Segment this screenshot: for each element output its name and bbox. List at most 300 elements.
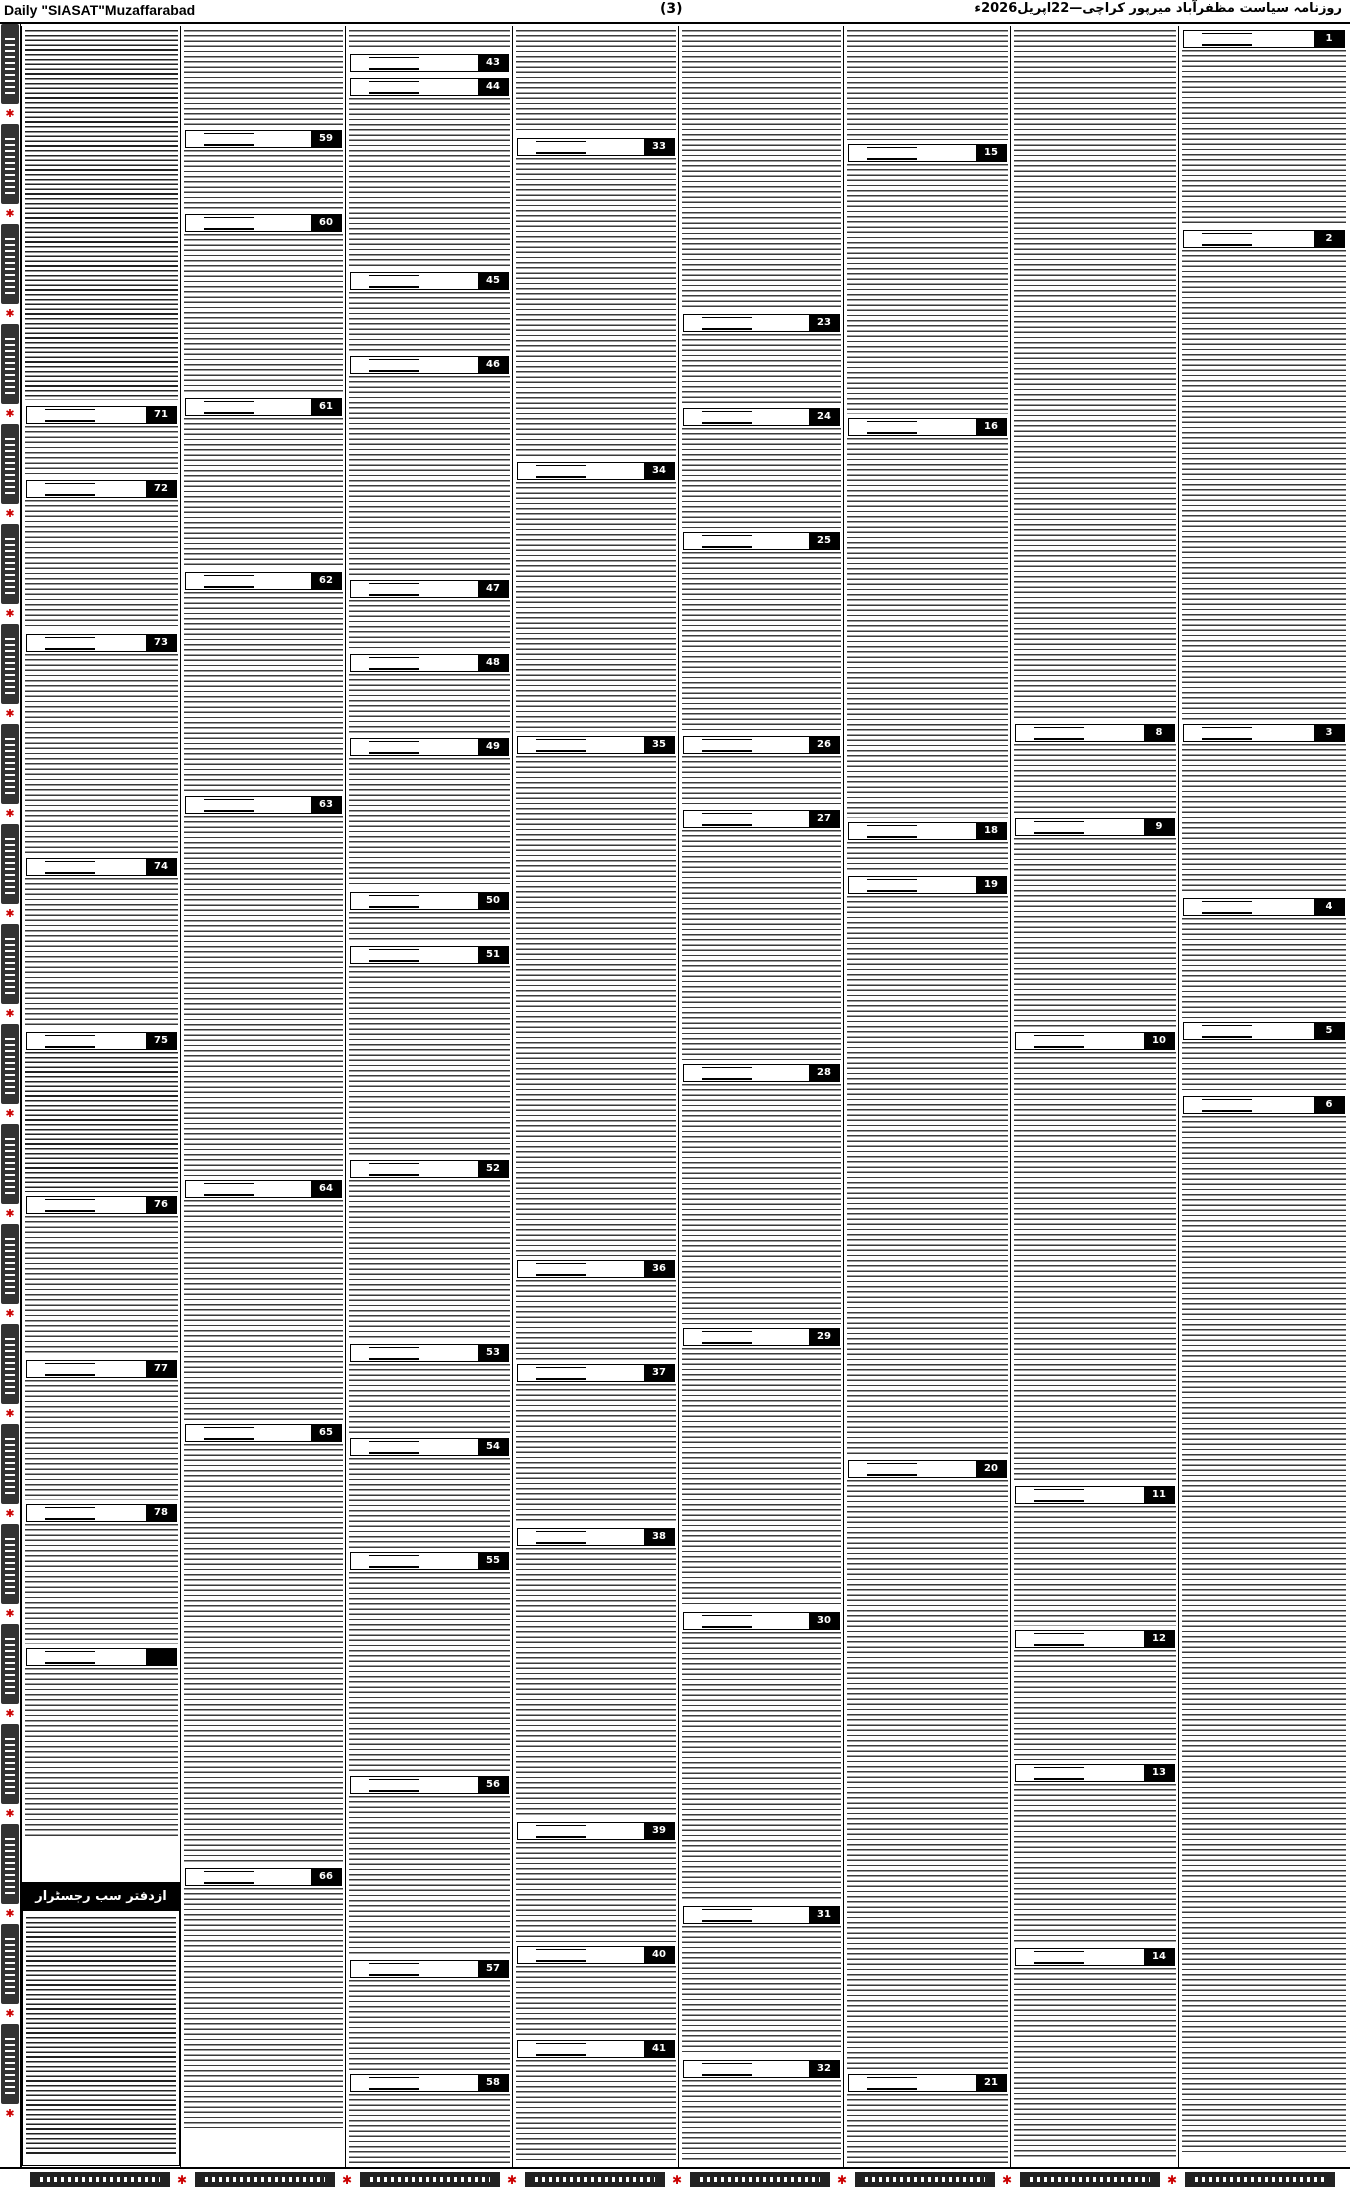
notice-body <box>1182 50 1346 226</box>
notice-number: 55 <box>478 1553 508 1569</box>
siasat-logo <box>45 483 95 496</box>
notice-header <box>683 1064 840 1082</box>
siasat-logo <box>1202 1099 1252 1112</box>
siasat-logo <box>369 1963 419 1976</box>
notice-body <box>349 1796 510 1956</box>
notice-body <box>1182 1042 1346 1092</box>
notice-body <box>349 966 510 1156</box>
notice-header <box>350 580 509 598</box>
notice-header <box>1183 898 1345 916</box>
notice-header <box>683 408 840 426</box>
notice-body <box>1182 1116 1346 2156</box>
notice-body <box>349 30 510 50</box>
notice-number: 18 <box>976 823 1006 839</box>
siasat-logo <box>369 1347 419 1360</box>
notice-number: 39 <box>644 1823 674 1839</box>
notice-header <box>1015 1032 1175 1050</box>
notice-header <box>350 738 509 756</box>
star-icon: ✱ <box>5 1107 15 1120</box>
siasat-logo <box>45 861 95 874</box>
notice-header <box>350 356 509 374</box>
notice-number: 24 <box>809 409 839 425</box>
notice-header <box>185 1868 342 1886</box>
notice-body <box>682 1632 841 1902</box>
notice-body <box>349 2094 510 2164</box>
notice-number: 25 <box>809 533 839 549</box>
notice-body <box>516 30 676 134</box>
siasat-logo <box>369 741 419 754</box>
notice-number: 31 <box>809 1907 839 1923</box>
notice-header <box>848 1460 1007 1478</box>
notice-body <box>682 2080 841 2160</box>
siasat-logo <box>536 141 586 154</box>
notice-number: 43 <box>478 55 508 71</box>
notice-number: 2 <box>1314 231 1344 247</box>
notice-number: 3 <box>1314 725 1344 741</box>
notice-number: 49 <box>478 739 508 755</box>
notice-header <box>683 532 840 550</box>
notice-body <box>1182 918 1346 1018</box>
siasat-logo <box>867 825 917 838</box>
siasat-logo <box>369 1555 419 1568</box>
star-icon: ✱ <box>5 607 15 620</box>
star-icon: ✱ <box>5 307 15 320</box>
notice-body <box>349 1458 510 1548</box>
footer-ornament <box>195 2172 335 2187</box>
notice-body <box>25 500 178 630</box>
siasat-logo <box>45 409 95 422</box>
notice-header <box>1183 30 1345 48</box>
notice-body <box>184 1444 343 1864</box>
notice-body <box>516 1280 676 1360</box>
notice-body <box>682 428 841 528</box>
siasat-logo <box>1202 901 1252 914</box>
siasat-logo <box>369 949 419 962</box>
star-icon: ✱ <box>5 907 15 920</box>
notice-number: 56 <box>478 1777 508 1793</box>
siasat-logo <box>536 1263 586 1276</box>
notice-number: 54 <box>478 1439 508 1455</box>
notice-header <box>848 418 1007 436</box>
notice-header <box>350 654 509 672</box>
notice-header <box>26 1648 177 1666</box>
star-icon: ✱ <box>5 1207 15 1220</box>
notice-body <box>1014 838 1176 1028</box>
siasat-logo <box>45 1035 95 1048</box>
star-icon: ✱ <box>5 1807 15 1820</box>
notice-number: 15 <box>976 145 1006 161</box>
notice-header <box>350 1776 509 1794</box>
strip-ornament <box>1 2024 19 2104</box>
notice-number: 52 <box>478 1161 508 1177</box>
notice-body <box>847 2094 1008 2164</box>
column-3 <box>345 26 513 2167</box>
notice-number: 45 <box>478 273 508 289</box>
star-icon: ✱ <box>5 1407 15 1420</box>
notice-header <box>683 1906 840 1924</box>
notice-number: 11 <box>1144 1487 1174 1503</box>
notice-number: 32 <box>809 2061 839 2077</box>
notice-body <box>682 756 841 806</box>
notice-header <box>1015 724 1175 742</box>
notice-number: 51 <box>478 947 508 963</box>
left-decorative-strip <box>0 24 21 2172</box>
notice-body <box>682 830 841 1060</box>
notice-body <box>847 438 1008 818</box>
footer-ornament <box>690 2172 830 2187</box>
siasat-logo <box>45 1651 95 1664</box>
notice-number: 50 <box>478 893 508 909</box>
notice-header <box>26 1196 177 1214</box>
notice-body <box>349 912 510 942</box>
notice-number: 16 <box>976 419 1006 435</box>
siasat-logo <box>536 1367 586 1380</box>
notice-number: 38 <box>644 1529 674 1545</box>
siasat-logo <box>702 1615 752 1628</box>
notice-header <box>1015 1948 1175 1966</box>
siasat-logo <box>702 1067 752 1080</box>
notice-body <box>25 30 178 400</box>
notice-header <box>683 2060 840 2078</box>
notice-header <box>517 1946 675 1964</box>
star-icon: ✱ <box>5 1907 15 1920</box>
siasat-logo <box>204 217 254 230</box>
notice-number: 59 <box>311 131 341 147</box>
notice-body <box>682 1084 841 1324</box>
star-icon: ✱ <box>1001 2173 1013 2187</box>
star-icon: ✱ <box>5 2007 15 2020</box>
notice-header <box>26 480 177 498</box>
notice-header <box>350 2074 509 2092</box>
notice-body <box>847 30 1008 140</box>
notice-body <box>516 2060 676 2160</box>
siasat-logo <box>1202 1025 1252 1038</box>
office-notice-title: ازدفتر سب رجسٹرار <box>23 1883 179 1911</box>
siasat-logo <box>536 2043 586 2056</box>
notice-header <box>26 1032 177 1050</box>
siasat-logo <box>1034 727 1084 740</box>
star-icon: ✱ <box>5 1507 15 1520</box>
notice-body <box>682 1348 841 1608</box>
notice-header <box>517 1822 675 1840</box>
strip-ornament <box>1 1924 19 2004</box>
notice-number <box>146 1649 176 1665</box>
notice-body <box>516 1548 676 1818</box>
star-icon: ✱ <box>5 2107 15 2120</box>
strip-ornament <box>1 624 19 704</box>
strip-ornament <box>1 724 19 804</box>
siasat-logo <box>204 1871 254 1884</box>
notice-number: 1 <box>1314 31 1344 47</box>
notice-body <box>1014 30 1176 720</box>
notice-body <box>516 1966 676 2036</box>
notice-body <box>25 654 178 854</box>
siasat-logo <box>1202 727 1252 740</box>
strip-ornament <box>1 1224 19 1304</box>
star-icon: ✱ <box>5 207 15 220</box>
strip-ornament <box>1 224 19 304</box>
notice-body <box>349 1980 510 2070</box>
notice-body <box>516 482 676 732</box>
notice-body <box>184 234 343 394</box>
star-icon: ✱ <box>836 2173 848 2187</box>
notice-number: 66 <box>311 1869 341 1885</box>
masthead-english-title: Daily "SIASAT"Muzaffarabad <box>4 2 196 18</box>
siasat-logo <box>536 465 586 478</box>
notice-number: 61 <box>311 399 341 415</box>
star-icon: ✱ <box>671 2173 683 2187</box>
notice-header <box>1183 724 1345 742</box>
notice-body <box>1014 744 1176 814</box>
notice-number: 44 <box>478 79 508 95</box>
office-notice-body <box>26 1917 176 2157</box>
strip-ornament <box>1 1824 19 1904</box>
notice-number: 26 <box>809 737 839 753</box>
notice-body <box>25 426 178 476</box>
notice-number: 12 <box>1144 1631 1174 1647</box>
notice-header <box>683 1328 840 1346</box>
footer-ornament <box>855 2172 995 2187</box>
strip-ornament <box>1 1324 19 1404</box>
notice-number: 20 <box>976 1461 1006 1477</box>
notice-number: 53 <box>478 1345 508 1361</box>
siasat-logo <box>702 535 752 548</box>
notice-number: 4 <box>1314 899 1344 915</box>
siasat-logo <box>369 657 419 670</box>
notice-number: 5 <box>1314 1023 1344 1039</box>
notice-body <box>25 1052 178 1192</box>
footer-ornament <box>525 2172 665 2187</box>
notice-number: 60 <box>311 215 341 231</box>
star-icon: ✱ <box>341 2173 353 2187</box>
notice-number: 41 <box>644 2041 674 2057</box>
notice-header <box>185 572 342 590</box>
siasat-logo <box>867 421 917 434</box>
column-7 <box>1010 26 1179 2167</box>
strip-ornament <box>1 24 19 104</box>
notice-number: 57 <box>478 1961 508 1977</box>
siasat-logo <box>369 2077 419 2090</box>
notice-body <box>847 896 1008 1456</box>
notice-header <box>848 876 1007 894</box>
notice-body <box>349 98 510 268</box>
notice-body <box>25 1216 178 1356</box>
strip-ornament <box>1 1024 19 1104</box>
strip-ornament <box>1 924 19 1004</box>
footer-ornament <box>360 2172 500 2187</box>
notice-body <box>25 1380 178 1500</box>
notice-header <box>848 822 1007 840</box>
notice-body <box>184 1200 343 1420</box>
notice-body <box>1014 1784 1176 1944</box>
siasat-logo <box>369 583 419 596</box>
notice-number: 8 <box>1144 725 1174 741</box>
column-6 <box>843 26 1011 2167</box>
notice-body <box>349 600 510 650</box>
notice-header <box>1183 1096 1345 1114</box>
siasat-logo <box>702 411 752 424</box>
notice-header <box>350 1438 509 1456</box>
strip-ornament <box>1 1524 19 1604</box>
notice-body <box>516 1384 676 1524</box>
siasat-logo <box>204 575 254 588</box>
strip-ornament <box>1 524 19 604</box>
notice-header <box>26 1504 177 1522</box>
notice-header <box>350 54 509 72</box>
siasat-logo <box>204 1183 254 1196</box>
notice-number: 47 <box>478 581 508 597</box>
notice-body <box>184 150 343 210</box>
siasat-logo <box>702 2063 752 2076</box>
star-icon: ✱ <box>1166 2173 1178 2187</box>
notice-header <box>517 2040 675 2058</box>
notice-header <box>26 858 177 876</box>
notice-number: 76 <box>146 1197 176 1213</box>
notice-number: 13 <box>1144 1765 1174 1781</box>
notice-body <box>1014 1052 1176 1482</box>
notice-body <box>25 878 178 1028</box>
notice-body <box>349 1572 510 1772</box>
column-2 <box>180 26 346 2167</box>
notice-number: 75 <box>146 1033 176 1049</box>
siasat-logo <box>45 1199 95 1212</box>
notice-number: 37 <box>644 1365 674 1381</box>
notice-number: 78 <box>146 1505 176 1521</box>
star-icon: ✱ <box>5 407 15 420</box>
notice-number: 9 <box>1144 819 1174 835</box>
notice-body <box>847 842 1008 872</box>
siasat-logo <box>536 1531 586 1544</box>
notice-header <box>350 1160 509 1178</box>
siasat-logo <box>702 1909 752 1922</box>
notice-body <box>1182 250 1346 720</box>
siasat-logo <box>369 57 419 70</box>
notice-header <box>1015 818 1175 836</box>
notice-header <box>350 78 509 96</box>
notice-header <box>350 1960 509 1978</box>
siasat-logo <box>1202 33 1252 46</box>
star-icon: ✱ <box>5 1007 15 1020</box>
notice-number: 48 <box>478 655 508 671</box>
notice-body <box>1014 1506 1176 1626</box>
siasat-logo <box>369 1779 419 1792</box>
notice-header <box>1183 1022 1345 1040</box>
notice-header <box>185 398 342 416</box>
notice-header <box>517 1528 675 1546</box>
notice-body <box>184 816 343 1176</box>
notice-body <box>349 376 510 576</box>
siasat-logo <box>867 1463 917 1476</box>
siasat-logo <box>702 1331 752 1344</box>
siasat-logo <box>369 1163 419 1176</box>
notice-body <box>1014 1968 1176 2158</box>
strip-ornament <box>1 1624 19 1704</box>
notice-body <box>516 158 676 458</box>
column-1 <box>21 26 181 2167</box>
star-icon: ✱ <box>176 2173 188 2187</box>
notice-header <box>185 1180 342 1198</box>
siasat-logo <box>369 275 419 288</box>
star-icon: ✱ <box>506 2173 518 2187</box>
notice-header <box>1015 1630 1175 1648</box>
notice-header <box>683 314 840 332</box>
notice-header <box>1015 1764 1175 1782</box>
column-4 <box>512 26 679 2167</box>
notice-number: 30 <box>809 1613 839 1629</box>
notice-number: 33 <box>644 139 674 155</box>
notice-number: 40 <box>644 1947 674 1963</box>
notice-number: 35 <box>644 737 674 753</box>
notice-number: 62 <box>311 573 341 589</box>
notice-number: 74 <box>146 859 176 875</box>
strip-ornament <box>1 1724 19 1804</box>
siasat-logo <box>45 637 95 650</box>
office-notice-box <box>22 1882 180 2166</box>
notice-body <box>1182 744 1346 894</box>
notice-header <box>517 462 675 480</box>
footer-strip <box>0 2167 1350 2191</box>
masthead-urdu-title: روزنامہ سیاست مظفرآباد میرپور کراچی—22اپریل2026ء <box>974 1 1342 16</box>
notice-header <box>350 1552 509 1570</box>
notice-header <box>350 1344 509 1362</box>
siasat-logo <box>369 359 419 372</box>
notice-number: 10 <box>1144 1033 1174 1049</box>
column-8 <box>1178 26 1349 2167</box>
notice-body <box>847 1480 1008 2070</box>
notice-body <box>682 30 841 310</box>
notice-body <box>25 1668 178 1838</box>
notice-number: 34 <box>644 463 674 479</box>
siasat-logo <box>45 1507 95 1520</box>
notice-body <box>1014 1650 1176 1760</box>
siasat-logo <box>45 1363 95 1376</box>
siasat-logo <box>867 879 917 892</box>
notice-body <box>349 1180 510 1340</box>
footer-ornament <box>1020 2172 1160 2187</box>
notice-number: 6 <box>1314 1097 1344 1113</box>
notice-header <box>350 946 509 964</box>
siasat-logo <box>867 2077 917 2090</box>
notice-header <box>26 634 177 652</box>
masthead <box>0 0 1350 24</box>
notice-number: 21 <box>976 2075 1006 2091</box>
notice-body <box>349 1364 510 1434</box>
siasat-logo <box>1034 821 1084 834</box>
notice-header <box>683 736 840 754</box>
notice-number: 65 <box>311 1425 341 1441</box>
notice-body <box>184 30 343 126</box>
star-icon: ✱ <box>5 1307 15 1320</box>
notice-number: 14 <box>1144 1949 1174 1965</box>
notice-header <box>517 1260 675 1278</box>
notice-number: 19 <box>976 877 1006 893</box>
notice-body <box>349 292 510 352</box>
siasat-logo <box>369 1441 419 1454</box>
page-number: (3) <box>660 1 683 17</box>
notice-number: 72 <box>146 481 176 497</box>
star-icon: ✱ <box>5 507 15 520</box>
notice-body <box>682 552 841 732</box>
notice-body <box>516 1842 676 1942</box>
notice-header <box>185 214 342 232</box>
strip-ornament <box>1 1124 19 1204</box>
strip-ornament <box>1 424 19 504</box>
notice-number: 28 <box>809 1065 839 1081</box>
notice-header <box>517 138 675 156</box>
siasat-logo <box>1202 233 1252 246</box>
siasat-logo <box>369 895 419 908</box>
siasat-logo <box>204 1427 254 1440</box>
